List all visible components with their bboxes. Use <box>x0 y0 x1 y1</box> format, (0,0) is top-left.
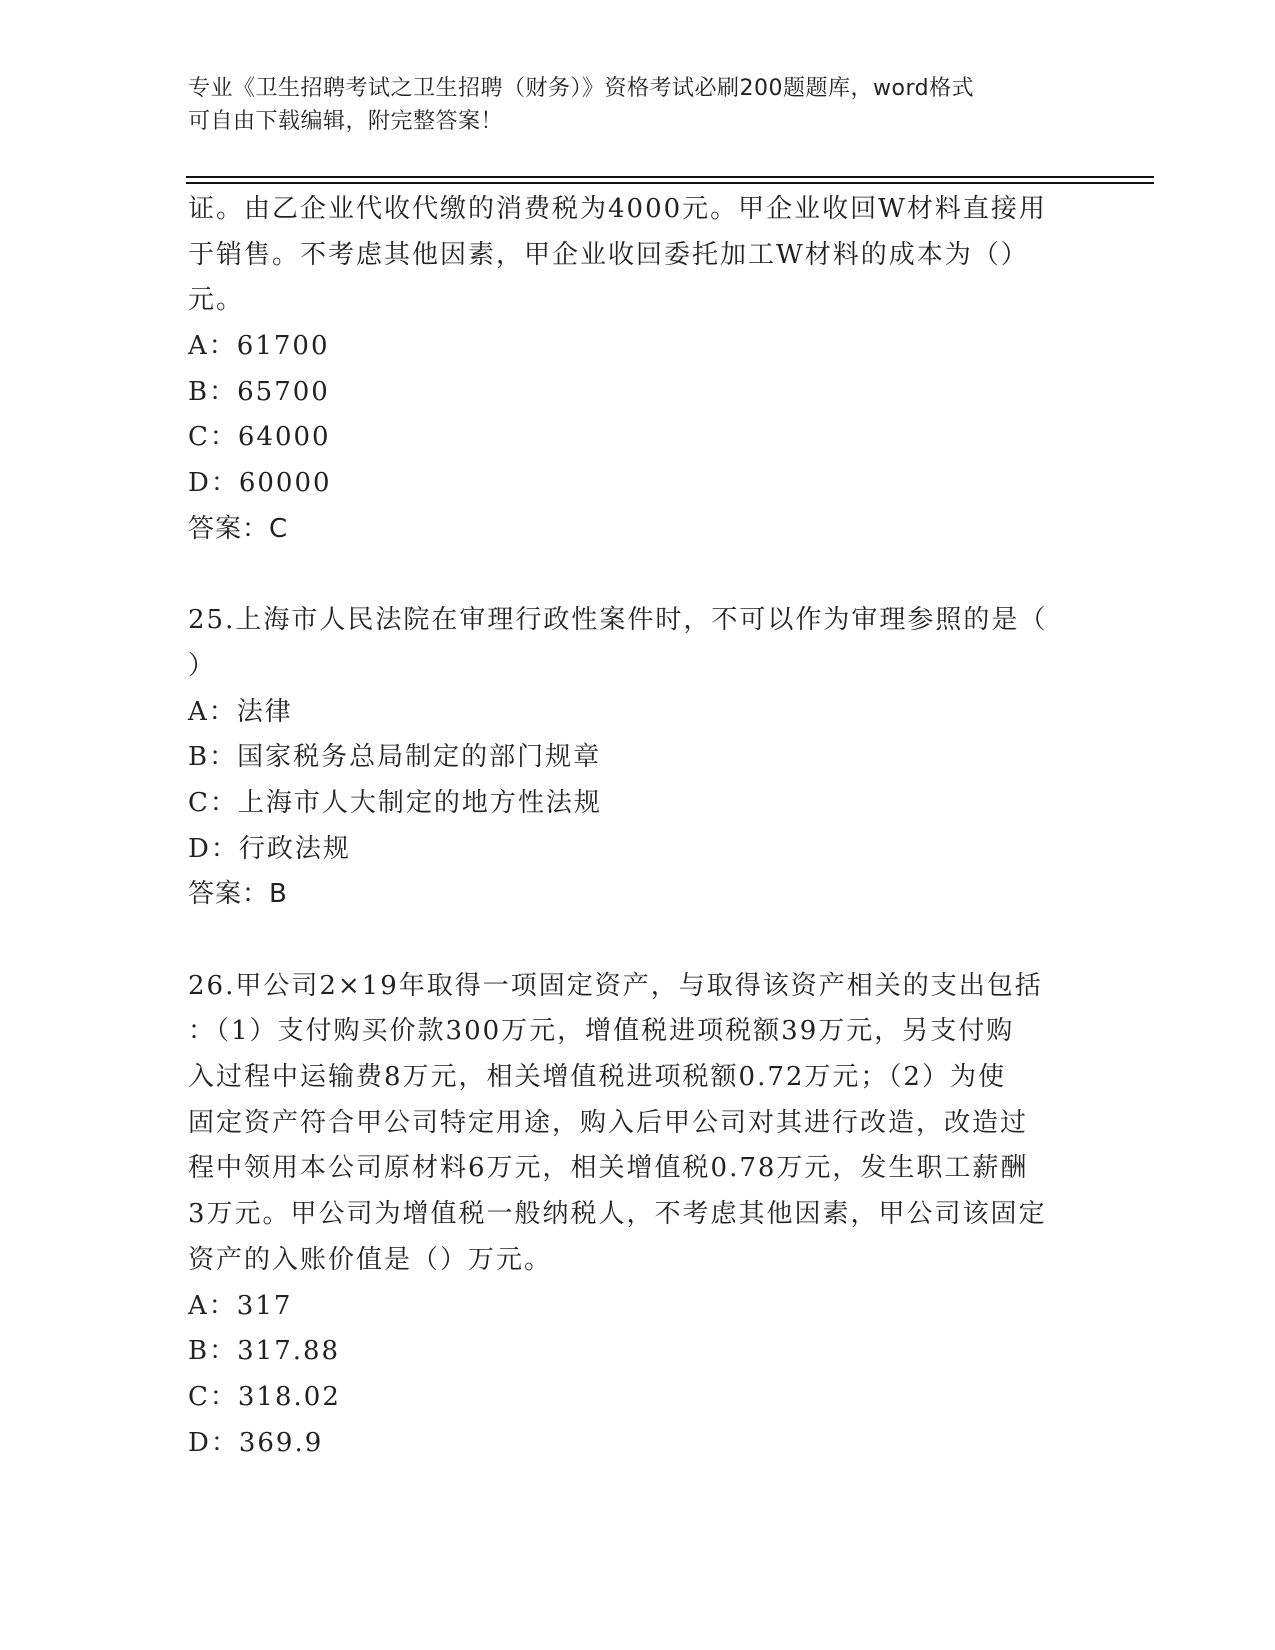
page-header <box>188 72 1068 138</box>
option-c: C：64000 <box>188 422 331 453</box>
answer-label: 答案：C <box>188 513 289 544</box>
question-stem-line: 固定资产符合甲公司特定用途，购入后甲公司对其进行改造，改造过 <box>188 1107 1029 1138</box>
option-d: D：369.9 <box>188 1427 324 1458</box>
question-stem-line: 程中领用本公司原材料6万元，相关增值税0.78万元，发生职工薪酬 <box>188 1153 1029 1184</box>
option-c: C：318.02 <box>188 1381 341 1412</box>
question-stem-line: ） <box>188 650 217 681</box>
question-stem-line: 3万元。甲公司为增值税一般纳税人，不考虑其他因素，甲公司该固定 <box>188 1199 1047 1230</box>
document-body <box>188 187 1088 1466</box>
spacer <box>188 553 1088 599</box>
spacer <box>188 918 1088 964</box>
option-a: A：法律 <box>188 696 293 727</box>
option-c: C：上海市人大制定的地方性法规 <box>188 787 602 818</box>
question-stem-line: 于销售。不考虑其他因素，甲企业收回委托加工W材料的成本为（） <box>188 239 1029 270</box>
question-stem-line: 元。 <box>188 285 245 316</box>
question-stem-line: ：（1）支付购买价款300万元，增值税进项税额39万元，另支付购 <box>188 1016 1015 1047</box>
question-stem-line: 25.上海市人民法院在审理行政性案件时，不可以作为审理参照的是（ <box>188 605 1048 636</box>
question-25 <box>188 598 1088 918</box>
option-b: B：国家税务总局制定的部门规章 <box>188 742 602 773</box>
option-d: D：行政法规 <box>188 833 351 864</box>
question-stem-line: 资产的入账价值是（）万元。 <box>188 1244 553 1275</box>
option-a: A：317 <box>188 1290 293 1321</box>
header-rule-bottom <box>186 182 1154 184</box>
question-stem-line: 26.甲公司2×19年取得一项固定资产，与取得该资产相关的支出包括 <box>188 970 1043 1001</box>
header-line-2: 可自由下载编辑，附完整答案！ <box>188 109 504 134</box>
question-stem-line: 入过程中运输费8万元，相关增值税进项税额0.72万元；（2）为使 <box>188 1062 1006 1093</box>
answer-label: 答案：B <box>188 879 288 910</box>
option-b: B：317.88 <box>188 1336 341 1367</box>
question-stem-line: 证。由乙企业代收代缴的消费税为4000元。甲企业收回W材料直接用 <box>188 194 1047 224</box>
header-line-1: 专业《卫生招聘考试之卫生招聘（财务）》资格考试必刷200题题库，word格式 <box>188 76 975 101</box>
header-rule-top <box>186 176 1154 178</box>
question-26 <box>188 964 1088 1467</box>
option-b: B：65700 <box>188 376 330 407</box>
question-24-continued <box>188 187 1088 553</box>
option-a: A：61700 <box>188 331 330 362</box>
option-d: D：60000 <box>188 468 332 499</box>
